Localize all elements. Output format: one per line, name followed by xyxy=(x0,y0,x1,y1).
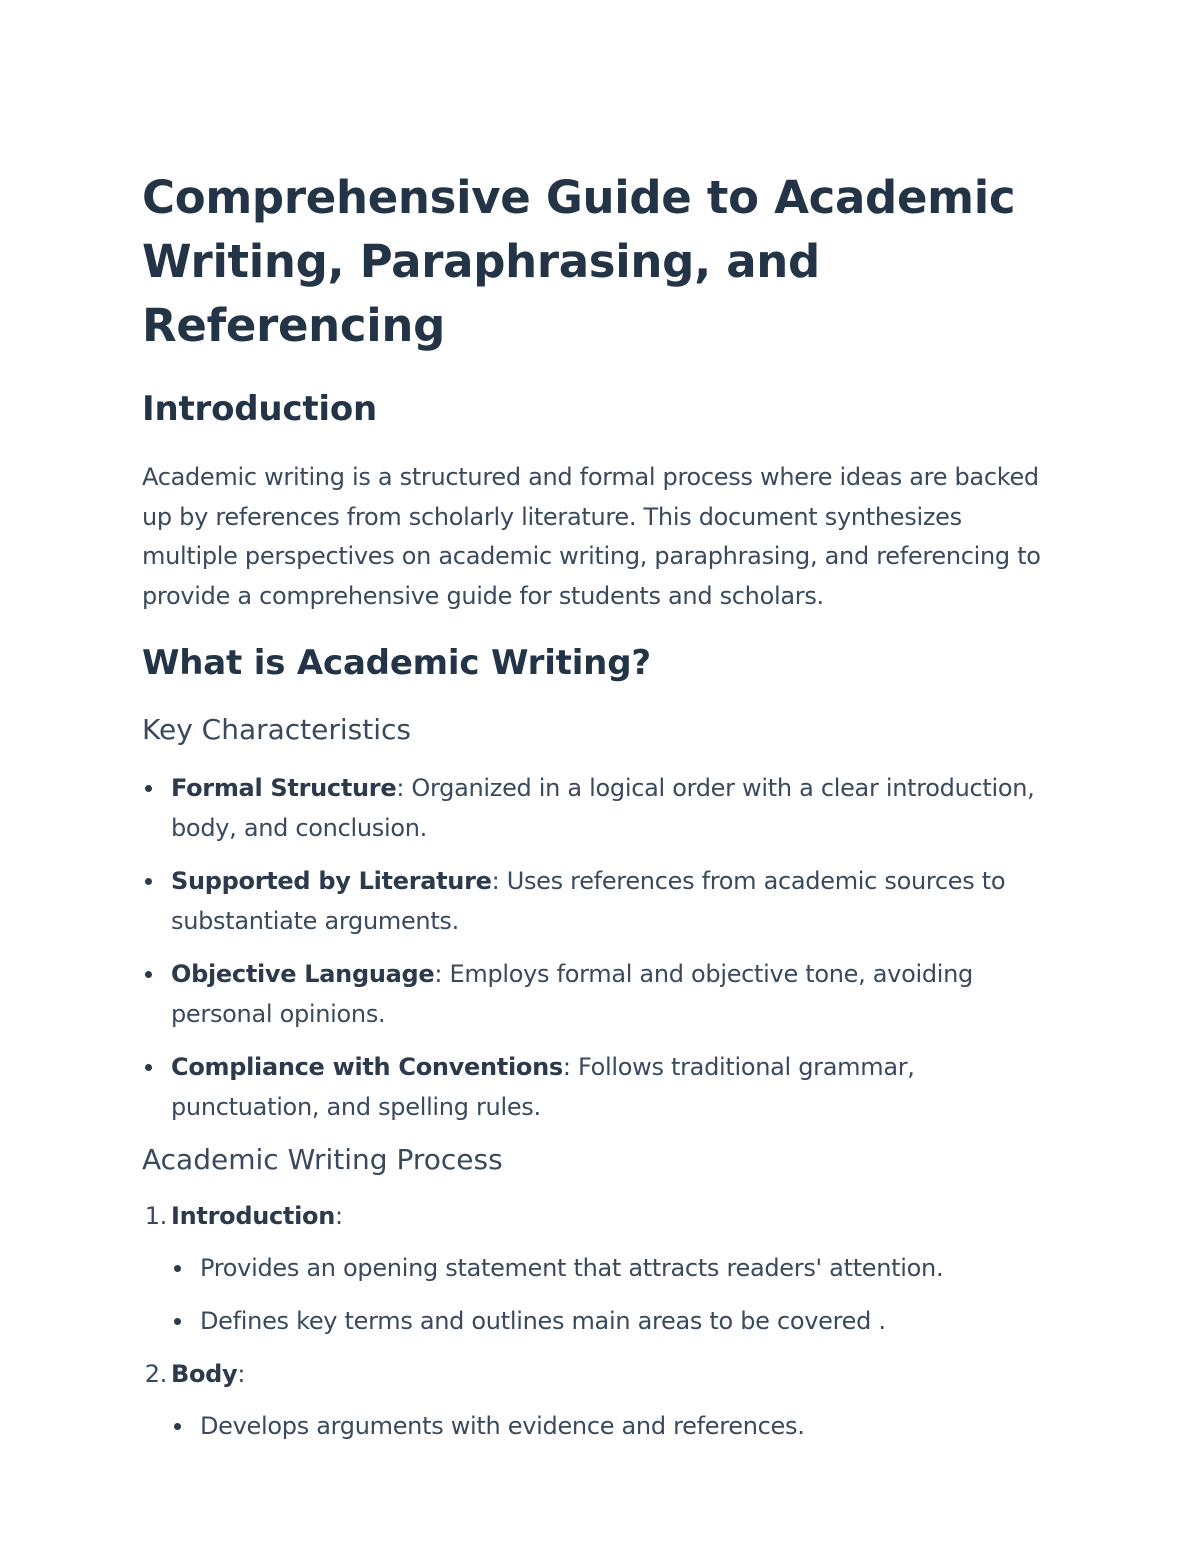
list-item-text: : Follows traditional grammar, punctuation, and spelling rules. xyxy=(171,1053,915,1121)
bullet-icon xyxy=(145,785,152,792)
list-item xyxy=(142,861,1060,941)
list-item-text: : Uses references from academic sources to substantiate arguments. xyxy=(171,867,1006,935)
list-item-term: Objective Language xyxy=(171,960,435,988)
list-item xyxy=(142,954,1060,1034)
step-number: 2. xyxy=(144,1360,167,1388)
process-step xyxy=(142,1196,1060,1341)
list-item-text: Provides an opening statement that attracts readers' attention. xyxy=(200,1254,944,1282)
list-item xyxy=(142,768,1060,848)
list-item xyxy=(171,1301,1060,1341)
list-item xyxy=(142,1047,1060,1127)
key-characteristics-heading: Key Characteristics xyxy=(142,713,412,746)
key-characteristics-list xyxy=(142,768,1060,1127)
bullet-icon xyxy=(145,1064,152,1071)
bullet-icon xyxy=(145,878,152,885)
step-term: Body xyxy=(171,1360,238,1388)
list-item xyxy=(171,1248,1060,1288)
list-item-text: Develops arguments with evidence and references. xyxy=(200,1412,805,1440)
bullet-icon xyxy=(174,1318,181,1325)
step-number: 1. xyxy=(144,1202,167,1230)
what-is-academic-writing-heading: What is Academic Writing? xyxy=(142,643,651,683)
document-title: Comprehensive Guide to Academic Writing, Paraphrasing, and Referencing xyxy=(142,171,1016,352)
list-item-text: : Employs formal and objective tone, avoiding personal opinions. xyxy=(171,960,973,1028)
list-item xyxy=(171,1406,1060,1446)
step-suffix: : xyxy=(237,1360,246,1388)
introduction-paragraph: Academic writing is a structured and formal process where ideas are backed up by references from scholarly literature. This document synthesizes multiple perspectives on academic writing, paraphrasing, and referencing to provide a comprehensive guide for students and scholars. xyxy=(142,463,1041,610)
step-sub-list xyxy=(171,1248,1060,1341)
list-item-term: Formal Structure xyxy=(171,774,397,802)
step-sub-list xyxy=(171,1406,1060,1446)
bullet-icon xyxy=(145,971,152,978)
introduction-heading: Introduction xyxy=(142,389,378,429)
bullet-icon xyxy=(174,1265,181,1272)
list-item-term: Supported by Literature xyxy=(171,867,492,895)
list-item-text: Defines key terms and outlines main areas to be covered . xyxy=(200,1307,886,1335)
academic-writing-process-heading: Academic Writing Process xyxy=(142,1143,503,1176)
list-item-text: : Organized in a logical order with a clear introduction, body, and conclusion. xyxy=(171,774,1035,842)
process-step xyxy=(142,1354,1060,1446)
bullet-icon xyxy=(174,1423,181,1430)
process-steps-list xyxy=(142,1196,1060,1446)
list-item-term: Compliance with Conventions xyxy=(171,1053,563,1081)
step-term: Introduction xyxy=(171,1202,335,1230)
step-suffix: : xyxy=(334,1202,343,1230)
